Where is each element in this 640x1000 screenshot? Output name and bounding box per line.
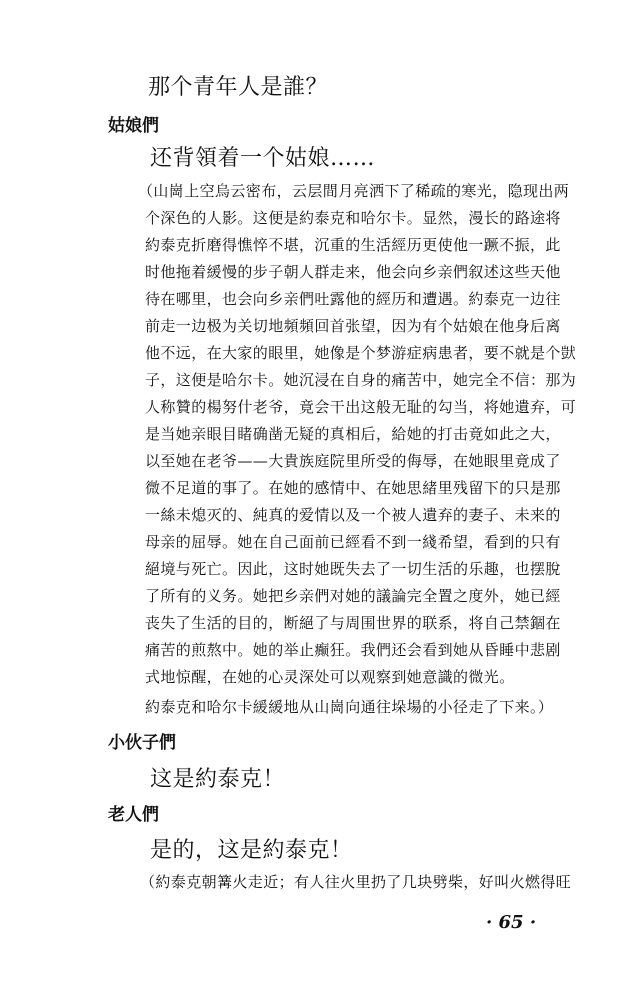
speaker-label: 姑娘們 [108,116,159,136]
stage-direction-line: 待在哪里，也会向乡亲們吐露他的經历和遭遇。約泰克一边往 [145,290,561,308]
stage-direction-line: 絕境与死亡。因此，这时她既失去了一切生活的乐趣，也摆脫 [145,560,561,578]
stage-direction-line: 了所有的义务。她把乡亲們对她的議論完全置之度外，她已經 [145,587,561,605]
stage-direction-line: 个深色的人影。这便是約泰克和哈尔卡。显然，漫长的路途将 [145,209,561,227]
stage-direction-line: 約泰克和哈尔卡緩緩地从山崗向通往垛場的小径走了下来。） [145,698,554,716]
dialogue-line: 是的，这是約泰克！ [150,838,353,863]
dialogue-line: 这是約泰克！ [150,767,286,792]
stage-direction-line: 約泰克折磨得憔悴不堪，沉重的生活經历更使他一蹶不振，此 [145,236,561,254]
dialogue-line: 还背領着一个姑娘…… [150,146,376,171]
stage-direction-line: 子，这便是哈尔卡。她沉浸在自身的痛苦中，她完全不信：那为 [145,371,577,389]
stage-direction-line: 时他拖着緩慢的步子朝人群走来，他会向乡亲們叙述这些天他 [145,263,561,281]
stage-direction-line: （約泰克朝篝火走近；有人往火里扔了几块劈柴，好叫火燃得旺 [140,873,572,891]
speaker-label: 小伙子們 [108,733,176,753]
stage-direction-line: 微不足道的事了。在她的感情中、在她思緒里残留下的只是那 [145,479,561,497]
stage-direction-line: 是当她亲眼目睹确凿无疑的真相后，給她的打击竟如此之大， [145,425,561,443]
stage-direction-line: （山崗上空烏云密布，云层間月亮洒下了稀疏的寒光，隐现出两 [138,182,570,200]
stage-direction-line: 痛苦的煎熬中。她的举止癫狂。我們还会看到她从昏睡中悲剧 [145,641,561,659]
stage-direction-line: 以至她在老爷——大貴族庭院里所受的侮辱，在她眼里竟成了 [145,452,561,470]
stage-direction-line: 一絲未熄灭的、純真的爱情以及一个被人遺弃的妻子、未来的 [145,506,561,524]
stage-direction-line: 丧失了生活的目的，断絕了与周围世界的联系，将自己禁錮在 [145,614,561,632]
stage-direction-line: 母亲的屈辱。她在自己面前已經看不到一綫希望，看到的只有 [145,533,561,551]
page-number: · 65 · [486,912,537,933]
speaker-label: 老人們 [108,805,159,825]
dialogue-line: 那个青年人是誰？ [148,75,329,100]
stage-direction-line: 他不远，在大家的眼里，她像是个梦游症病患者，要不就是个獃 [145,344,577,362]
stage-direction-line: 人称贊的楊努什老爷，竟会干出这般无耻的勾当，将她遺弃，可 [145,398,577,416]
stage-direction-line: 式地惊醒，在她的心灵深处可以观察到她意識的微光。 [145,668,515,686]
stage-direction-line: 前走一边极为关切地頻頻回首张望，因为有个姑娘在他身后离 [145,317,561,335]
